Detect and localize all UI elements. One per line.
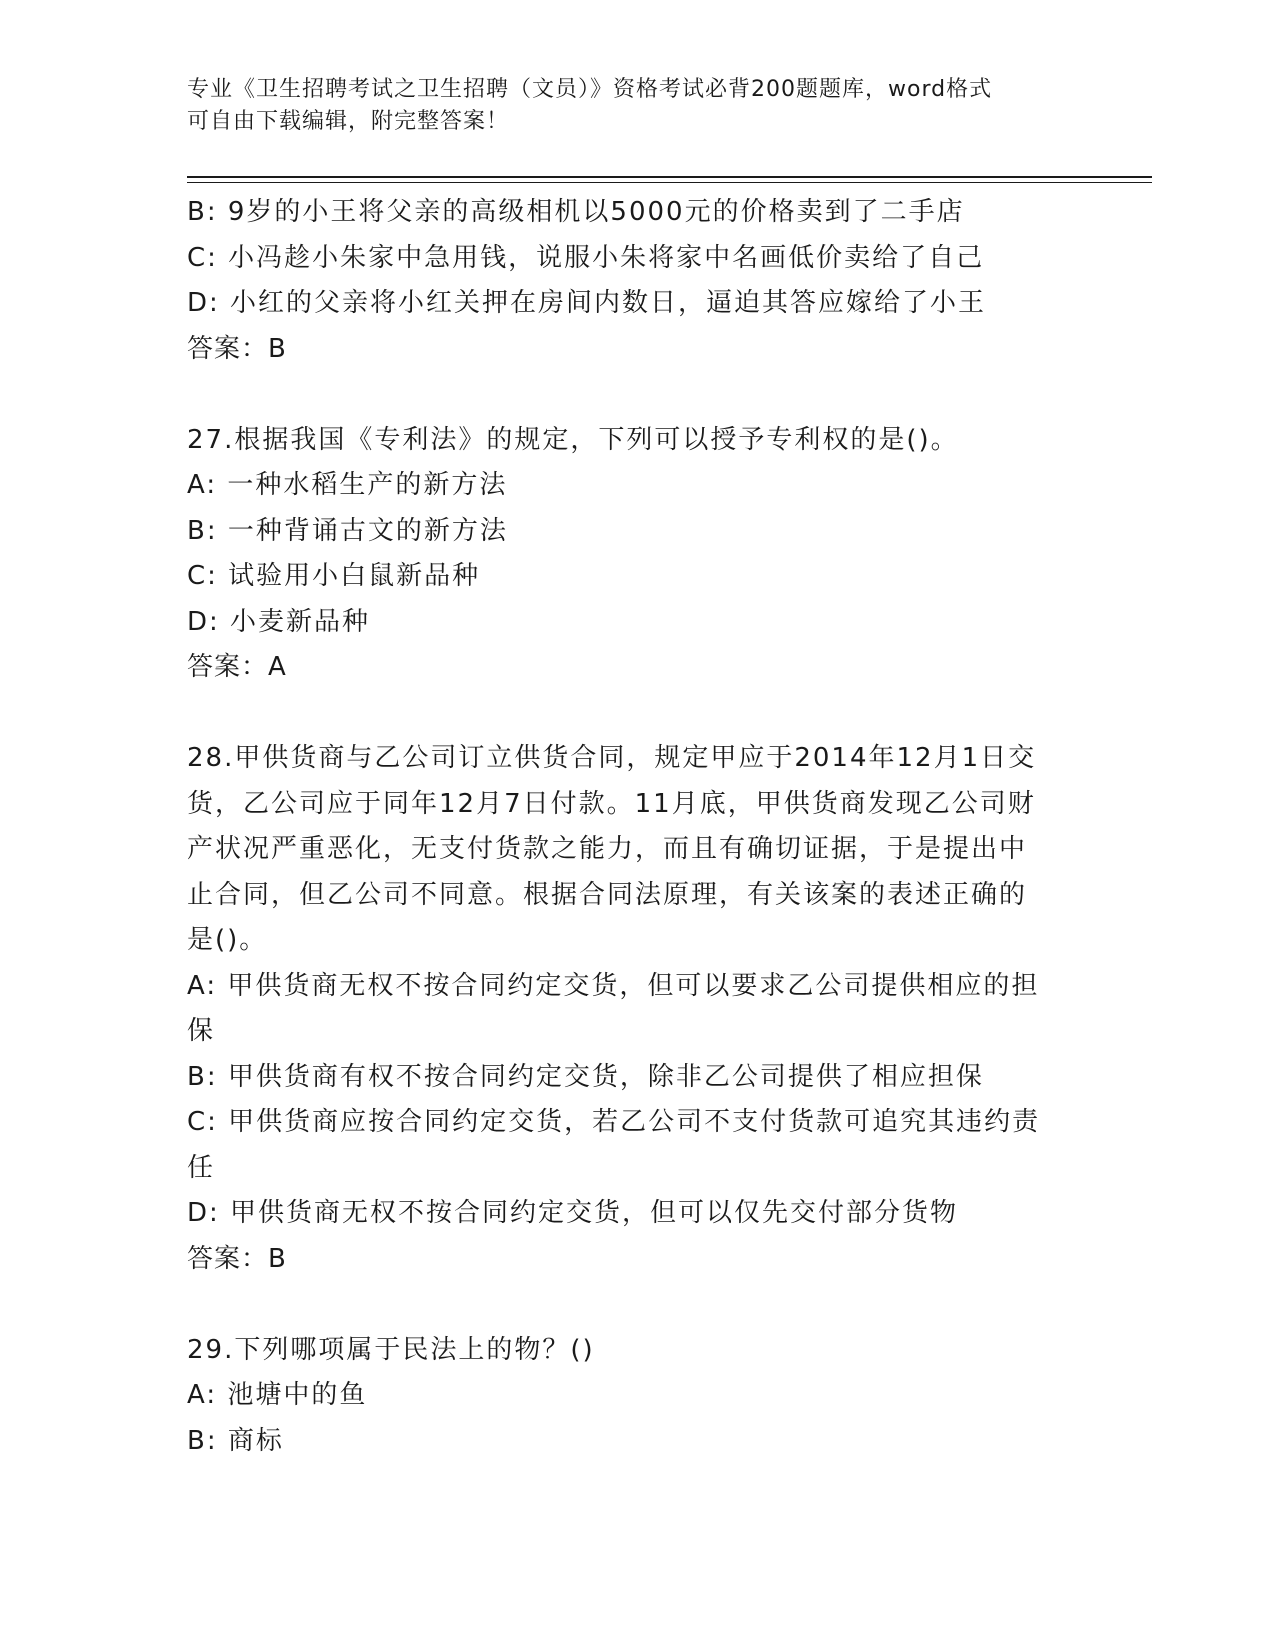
q28-question-line: 产状况严重恶化，无支付货款之能力，而且有确切证据，于是提出中 — [187, 834, 1028, 864]
q27-option-a: A: 一种水稻生产的新方法 — [187, 470, 508, 500]
header-title-line-2: 可自由下载编辑，附完整答案！ — [187, 109, 510, 134]
q27-question: 27.根据我国《专利法》的规定，下列可以授予专利权的是()。 — [187, 424, 959, 455]
spacer — [187, 372, 1087, 418]
question-26-tail — [187, 190, 1087, 372]
question-29 — [187, 1328, 1087, 1465]
q27-answer: 答案：A — [187, 652, 287, 682]
q28-question-line: 止合同，但乙公司不同意。根据合同法原理，有关该案的表述正确的 — [187, 879, 1028, 910]
q28-question-line: 货，乙公司应于同年12月7日付款。11月底，甲供货商发现乙公司财 — [187, 788, 1036, 819]
question-27 — [187, 418, 1087, 691]
spacer — [187, 691, 1087, 737]
q26-option-d: D: 小红的父亲将小红关押在房间内数日，逼迫其答应嫁给了小王 — [187, 288, 987, 318]
q28-option-a-line: 保 — [187, 1016, 216, 1046]
q28-option-b: B: 甲供货商有权不按合同约定交货，除非乙公司提供了相应担保 — [187, 1061, 984, 1092]
q26-option-b: B: 9岁的小王将父亲的高级相机以5000元的价格卖到了二手店 — [187, 197, 965, 227]
q27-option-b: B: 一种背诵古文的新方法 — [187, 515, 508, 546]
q28-answer: 答案：B — [187, 1243, 287, 1274]
page-header — [187, 74, 1067, 138]
header-title-line-1: 专业《卫生招聘考试之卫生招聘（文员）》资格考试必背200题题库，word格式 — [187, 77, 993, 102]
q28-option-c-line: C: 甲供货商应按合同约定交货，若乙公司不支付货款可追究其违约责 — [187, 1107, 1041, 1137]
q28-question-line: 是()。 — [187, 925, 268, 955]
q29-question: 29.下列哪项属于民法上的物？() — [187, 1334, 595, 1365]
q27-option-d: D: 小麦新品种 — [187, 606, 371, 637]
q29-option-a: A: 池塘中的鱼 — [187, 1380, 368, 1410]
q28-option-a-line: A: 甲供货商无权不按合同约定交货，但可以要求乙公司提供相应的担 — [187, 970, 1040, 1001]
q27-option-c: C: 试验用小白鼠新品种 — [187, 561, 481, 591]
q29-option-b: B: 商标 — [187, 1425, 284, 1456]
q28-question-line: 28.甲供货商与乙公司订立供货合同，规定甲应于2014年12月1日交 — [187, 743, 1037, 773]
q28-option-d: D: 甲供货商无权不按合同约定交货，但可以仅先交付部分货物 — [187, 1198, 959, 1228]
question-28 — [187, 736, 1087, 1282]
q28-option-c-line: 任 — [187, 1152, 216, 1183]
spacer — [187, 1282, 1087, 1328]
header-divider-thin — [187, 182, 1152, 183]
q26-option-c: C: 小冯趁小朱家中急用钱，说服小朱将家中名画低价卖给了自己 — [187, 242, 985, 273]
header-divider-thick — [187, 176, 1152, 178]
q26-answer: 答案：B — [187, 333, 287, 364]
question-list — [187, 190, 1087, 1464]
